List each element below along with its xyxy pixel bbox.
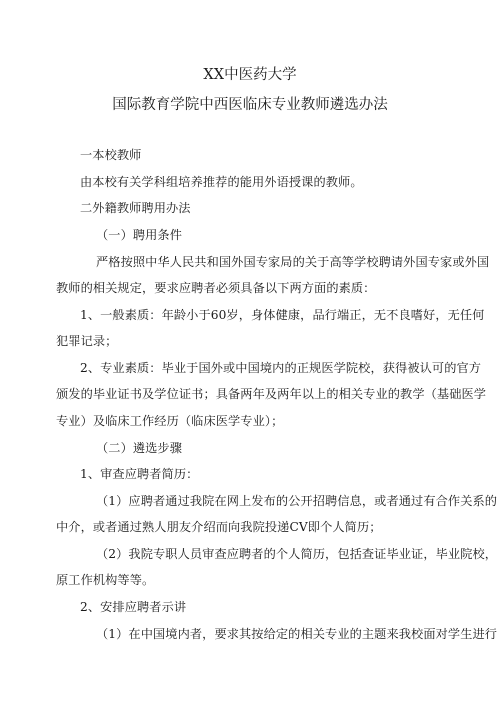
subheading-selection-steps: （二）遴选步骤 [96, 441, 183, 455]
section-heading-foreign-teachers: 二外籍教师聘用办法 [80, 201, 191, 215]
list-item-general-quality: 1、一般素质：年龄小于60岁，身体健康，品行端正，无不良嗜好，无任何 [80, 308, 485, 322]
step-heading-review-resume: 1、审查应聘者简历： [80, 467, 199, 481]
subheading-hiring-conditions: （一）聘用条件 [96, 228, 183, 242]
list-item-continuation: 颁发的毕业证书及学位证书；具备两年及两年以上的相关专业的教学（基础医学 [56, 387, 487, 401]
paragraph-line: 严格按照中华人民共和国外国专家局的关于高等学校聘请外国专家或外国 [96, 255, 490, 269]
step-item: （1）应聘者通过我院在网上发布的公开招聘信息，或者通过有合作关系的 [96, 494, 498, 508]
document-title: 国际教育学院中西医临床专业教师遴选办法 [112, 97, 388, 113]
step-item: （2）我院专职人员审查应聘者的个人简历，包括查证毕业证，毕业院校， [96, 547, 498, 561]
step-heading-trial-lecture: 2、安排应聘者示讲 [80, 600, 187, 614]
section-heading-local-teachers: 一本校教师 [80, 148, 142, 162]
paragraph-line: 教师的相关规定，要求应聘者必须具备以下两方面的素质： [56, 281, 376, 295]
list-item-professional-quality: 2、专业素质：毕业于国外或中国境内的正规医学院校，获得被认可的官方 [80, 361, 482, 375]
list-item-continuation: 犯罪记录； [56, 334, 118, 348]
step-item: （1）在中国境内者，要求其按给定的相关专业的主题来我校面对学生进行 [96, 627, 498, 641]
document-title-university: XX中医药大学 [203, 67, 297, 83]
list-item-continuation: 专业）及临床工作经历（临床医学专业）； [56, 414, 284, 428]
step-item-continuation: 原工作机构等等。 [56, 573, 155, 587]
section-text-local-teachers: 由本校有关学科组培养推荐的能用外语授课的教师。 [80, 175, 363, 189]
step-item-continuation: 中介，或者通过熟人朋友介绍而向我院投递CV即个人简历； [56, 520, 382, 534]
